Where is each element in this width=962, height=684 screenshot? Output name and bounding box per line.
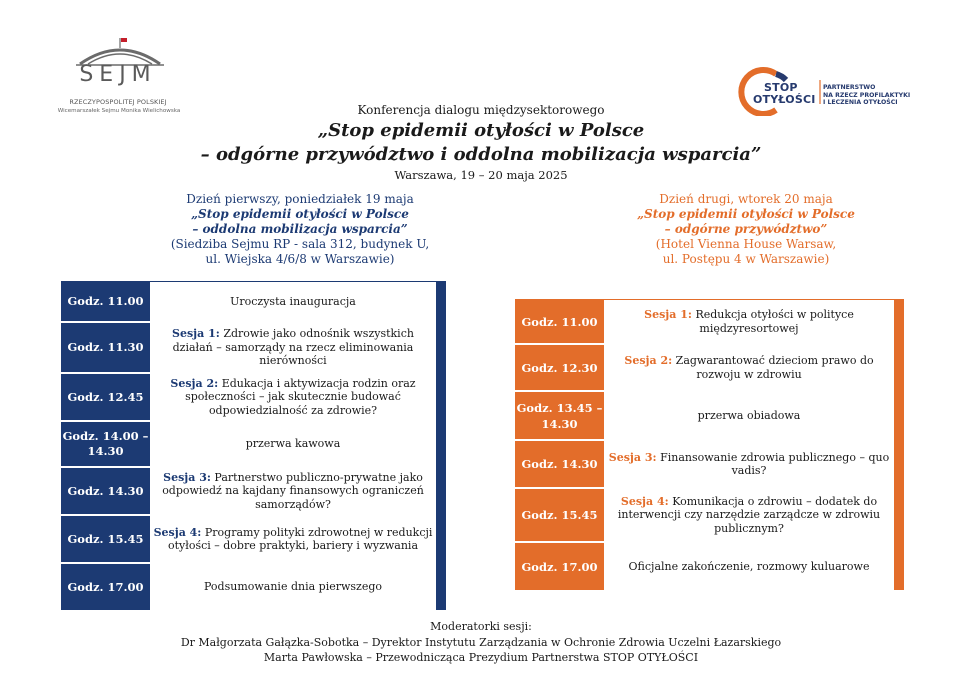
day1-row-desc (152, 564, 434, 610)
moderators-label: Moderatorki sesji: (430, 620, 532, 633)
day1-session-label: Sesja 1: (172, 327, 220, 341)
day2-time-label: Godz. 12.30 (521, 360, 598, 375)
day1-row-desc (152, 374, 434, 420)
conference-title-line-2: – odgórne przywództwo i oddolna mobilizacja wsparcia” (200, 144, 762, 165)
day2-time-cell (515, 345, 604, 390)
day1-row-text: Podsumowanie dnia pierwszego (203, 580, 383, 594)
sejm-logo-caption: Wicemarszałek Sejmu Monika Wielichowska (57, 108, 181, 114)
day2-time-label: Godz. 11.00 (521, 314, 598, 329)
day2-time-cell (515, 300, 604, 343)
day1-header (150, 192, 450, 267)
day2-time-cell (515, 543, 604, 590)
day2-venue-line-2: ul. Postępu 4 w Warszawie) (662, 252, 830, 266)
day1-time-cell: Godz. 11.00 (61, 282, 150, 321)
day1-session-label: Sesja 4: (153, 525, 202, 539)
stop-logo-word-top: STOP (764, 81, 798, 94)
sejm-logo-subtitle: RZECZYPOSPOLITEJ POLSKIEJ (69, 98, 167, 106)
day1-row-text: Programy polityki zdrowotnej w redukcji otyłości – dobre praktyki, bariery i wyzwania (168, 525, 433, 552)
day2-heading: Dzień drugi, wtorek 20 maja (659, 192, 833, 206)
day1-venue-line-2: ul. Wiejska 4/6/8 w Warszawie) (205, 252, 395, 266)
day2-venue-line-1: (Hotel Vienna House Warsaw, (655, 237, 837, 251)
day2-time-label: Godz. 14.30 (521, 457, 598, 471)
day2-time-label: Godz. 17.00 (521, 559, 598, 574)
day1-time-cell: Godz. 11.30 (61, 323, 150, 372)
day2-time-label: Godz. 15.45 (521, 508, 598, 522)
day1-time-cell: Godz. 14.30 (61, 468, 150, 514)
day1-time-cell: Godz. 14.00 – 14.30 (61, 422, 150, 466)
day2-row-desc (606, 345, 892, 390)
stop-logo-tagline-3: I LECZENIA OTYŁOŚCI (823, 99, 898, 106)
conference-title-line-1: „Stop epidemii otyłości w Polsce (317, 120, 645, 141)
day2-session-label: Sesja 4: (620, 494, 669, 508)
day1-row-desc (152, 516, 434, 562)
day1-row-desc (152, 323, 434, 372)
day1-row-text: Partnerstwo publiczno-prywatne jako odpowiedź na kajdany finansowych ograniczeń samorządów? (162, 470, 424, 511)
day1-row-desc (152, 422, 434, 466)
day1-row-text: Uroczysta inauguracja (230, 294, 356, 308)
day2-row-desc (606, 489, 892, 541)
day2-row-desc (606, 441, 892, 487)
day2-row-desc (606, 543, 892, 590)
day2-time-label: Godz. 13.45 – 14.30 (516, 400, 603, 431)
day1-row-text: Zdrowie jako odnośnik wszystkich działań – samorządy na rzecz eliminowania nierówności (172, 327, 414, 368)
day2-schedule-side-bar (894, 300, 904, 590)
day2-row-text: Komunikacja o zdrowiu – dodatek do interwencji czy narzędzie zarządcze w zdrowiu publicznym? (617, 494, 881, 535)
day2-row-text: Zagwarantować dzieciom prawo do rozwoju w zdrowiu (675, 354, 874, 381)
place-date: Warszawa, 19 – 20 maja 2025 (394, 168, 568, 182)
day2-title-line-1: „Stop epidemii otyłości w Polsce (637, 207, 855, 221)
day2-row-text: Finansowanie zdrowia publicznego – quo vadis? (660, 450, 890, 477)
day1-session-label: Sesja 3: (163, 470, 211, 484)
day2-time-cell (515, 489, 604, 541)
day1-session-label: Sesja 2: (170, 376, 219, 390)
day1-row-text: Edukacja i aktywizacja rodzin oraz społeczności – jak skutecznie budować odpowiedzialność za zdrowie? (185, 376, 416, 417)
day1-venue-line-1: (Siedziba Sejmu RP - sala 312, budynek U, (170, 237, 430, 251)
day1-schedule-side-bar (436, 282, 446, 610)
conference-label: Konferencja dialogu międzysektorowego (357, 103, 605, 117)
day1-row-desc (152, 468, 434, 514)
stop-logo-tagline-2: NA RZECZ PROFILAKTYKI (823, 91, 911, 99)
day2-session-label: Sesja 3: (608, 450, 657, 464)
day1-time-cell: Godz. 15.45 (61, 516, 150, 562)
sejm-logo-word: SEJM (79, 62, 157, 87)
day1-row-text: przerwa kawowa (245, 437, 341, 451)
day1-title-line-1: „Stop epidemii otyłości w Polsce (191, 207, 409, 221)
day1-row-desc (152, 282, 434, 321)
day2-session-label: Sesja 2: (624, 354, 673, 367)
moderator-2: Marta Pawłowska – Przewodnicząca Prezydium Partnerstwa STOP OTYŁOŚCI (263, 651, 699, 664)
day2-time-cell (515, 392, 604, 439)
day2-row-desc (606, 300, 892, 343)
day2-session-label: Sesja 1: (644, 308, 692, 321)
moderator-1: Dr Małgorzata Gałązka-Sobotka – Dyrektor Instytutu Zarządzania w Ochronie Zdrowia Uczelni Łazarskiego (180, 636, 782, 649)
day1-title-line-2: – oddolna mobilizacja wsparcia” (192, 222, 408, 236)
day2-row-text: Oficjalne zakończenie, rozmowy kuluarowe (628, 559, 870, 573)
day1-heading: Dzień pierwszy, poniedziałek 19 maja (186, 192, 414, 206)
stop-logo-word-bottom: OTYŁOŚCI (753, 93, 816, 106)
day2-time-cell (515, 441, 604, 487)
day2-row-text: przerwa obiadowa (697, 408, 801, 422)
day2-row-text: Redukcja otyłości w polityce międzyresortowej (695, 308, 854, 335)
day2-title-line-2: – odgórne przywództwo” (664, 222, 828, 236)
day2-row-desc (606, 392, 892, 439)
day1-time-cell: Godz. 12.45 (61, 374, 150, 420)
day2-header (596, 192, 896, 267)
stop-logo-tagline-1: PARTNERSTWO (823, 84, 876, 91)
day1-time-cell: Godz. 17.00 (61, 564, 150, 610)
